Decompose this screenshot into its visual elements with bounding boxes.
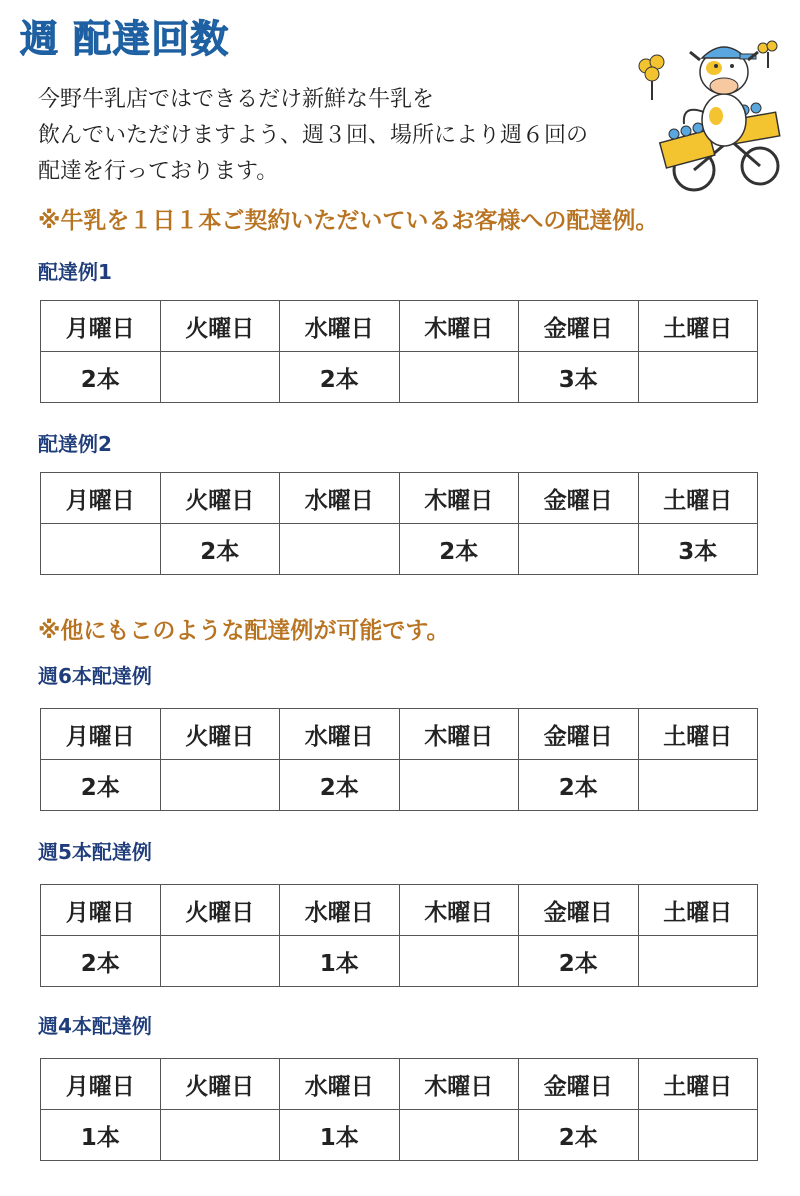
intro-line: 今野牛乳店ではできるだけ新鮮な牛乳を xyxy=(38,87,435,112)
delivery-count xyxy=(638,760,758,811)
day-header: 水曜日 xyxy=(280,301,400,352)
page-title: 週 配達回数 xyxy=(20,17,230,61)
delivery-count xyxy=(160,760,280,811)
day-header: 水曜日 xyxy=(280,473,400,524)
day-header: 水曜日 xyxy=(280,1059,400,1110)
delivery-count: 2本 xyxy=(519,760,639,811)
other-examples-note: ※他にもこのような配達例が可能です。 xyxy=(38,618,450,644)
day-header: 金曜日 xyxy=(519,709,639,760)
delivery-count: 2本 xyxy=(519,1110,639,1161)
tree-icon xyxy=(639,55,664,100)
delivery-count: 3本 xyxy=(638,524,758,575)
day-header: 月曜日 xyxy=(41,473,161,524)
delivery-count: 2本 xyxy=(41,352,161,403)
day-header: 金曜日 xyxy=(519,885,639,936)
delivery-count: 2本 xyxy=(280,760,400,811)
day-header: 月曜日 xyxy=(41,709,161,760)
day-header: 木曜日 xyxy=(399,885,519,936)
day-header: 火曜日 xyxy=(160,301,280,352)
schedule-table xyxy=(40,1058,758,1161)
delivery-count: 2本 xyxy=(160,524,280,575)
example-label: 配達例2 xyxy=(38,432,112,456)
delivery-note: ※牛乳を１日１本ご契約いただいているお客様への配達例。 xyxy=(38,208,659,234)
day-header: 水曜日 xyxy=(280,709,400,760)
delivery-count xyxy=(519,524,639,575)
day-header: 月曜日 xyxy=(41,301,161,352)
day-header: 木曜日 xyxy=(399,473,519,524)
delivery-count: 2本 xyxy=(519,936,639,987)
day-header: 火曜日 xyxy=(160,885,280,936)
delivery-count: 3本 xyxy=(519,352,639,403)
day-header: 金曜日 xyxy=(519,1059,639,1110)
example-label: 週5本配達例 xyxy=(38,840,152,864)
delivery-count xyxy=(638,1110,758,1161)
intro-line: 配達を行っております。 xyxy=(38,159,279,184)
intro-line: 飲んでいただけますよう、週３回、場所により週６回の xyxy=(38,123,589,148)
day-header: 土曜日 xyxy=(638,885,758,936)
delivery-count xyxy=(399,760,519,811)
schedule-table xyxy=(40,300,758,403)
delivery-count xyxy=(399,352,519,403)
example-label: 配達例1 xyxy=(38,260,112,284)
day-header: 月曜日 xyxy=(41,1059,161,1110)
delivery-count xyxy=(160,352,280,403)
example-label: 週4本配達例 xyxy=(38,1014,152,1038)
delivery-count xyxy=(160,936,280,987)
day-header: 木曜日 xyxy=(399,301,519,352)
schedule-table xyxy=(40,884,758,987)
day-header: 水曜日 xyxy=(280,885,400,936)
day-header: 金曜日 xyxy=(519,301,639,352)
delivery-count: 2本 xyxy=(41,760,161,811)
delivery-count: 1本 xyxy=(280,1110,400,1161)
day-header: 火曜日 xyxy=(160,1059,280,1110)
delivery-count xyxy=(638,936,758,987)
day-header: 土曜日 xyxy=(638,473,758,524)
day-header: 木曜日 xyxy=(399,1059,519,1110)
delivery-count xyxy=(399,1110,519,1161)
delivery-count xyxy=(41,524,161,575)
day-header: 月曜日 xyxy=(41,885,161,936)
day-header: 火曜日 xyxy=(160,709,280,760)
delivery-count: 2本 xyxy=(41,936,161,987)
delivery-count: 2本 xyxy=(280,352,400,403)
day-header: 金曜日 xyxy=(519,473,639,524)
delivery-count xyxy=(280,524,400,575)
delivery-count: 2本 xyxy=(399,524,519,575)
day-header: 土曜日 xyxy=(638,1059,758,1110)
delivery-count xyxy=(399,936,519,987)
example-label: 週6本配達例 xyxy=(38,664,152,688)
schedule-table xyxy=(40,708,758,811)
cow-delivery-illustration xyxy=(632,28,792,198)
delivery-count xyxy=(160,1110,280,1161)
delivery-count: 1本 xyxy=(280,936,400,987)
day-header: 木曜日 xyxy=(399,709,519,760)
tree-icon xyxy=(758,41,777,68)
delivery-count xyxy=(638,352,758,403)
schedule-table xyxy=(40,472,758,575)
day-header: 土曜日 xyxy=(638,301,758,352)
delivery-count: 1本 xyxy=(41,1110,161,1161)
intro-text xyxy=(38,82,638,190)
day-header: 土曜日 xyxy=(638,709,758,760)
day-header: 火曜日 xyxy=(160,473,280,524)
